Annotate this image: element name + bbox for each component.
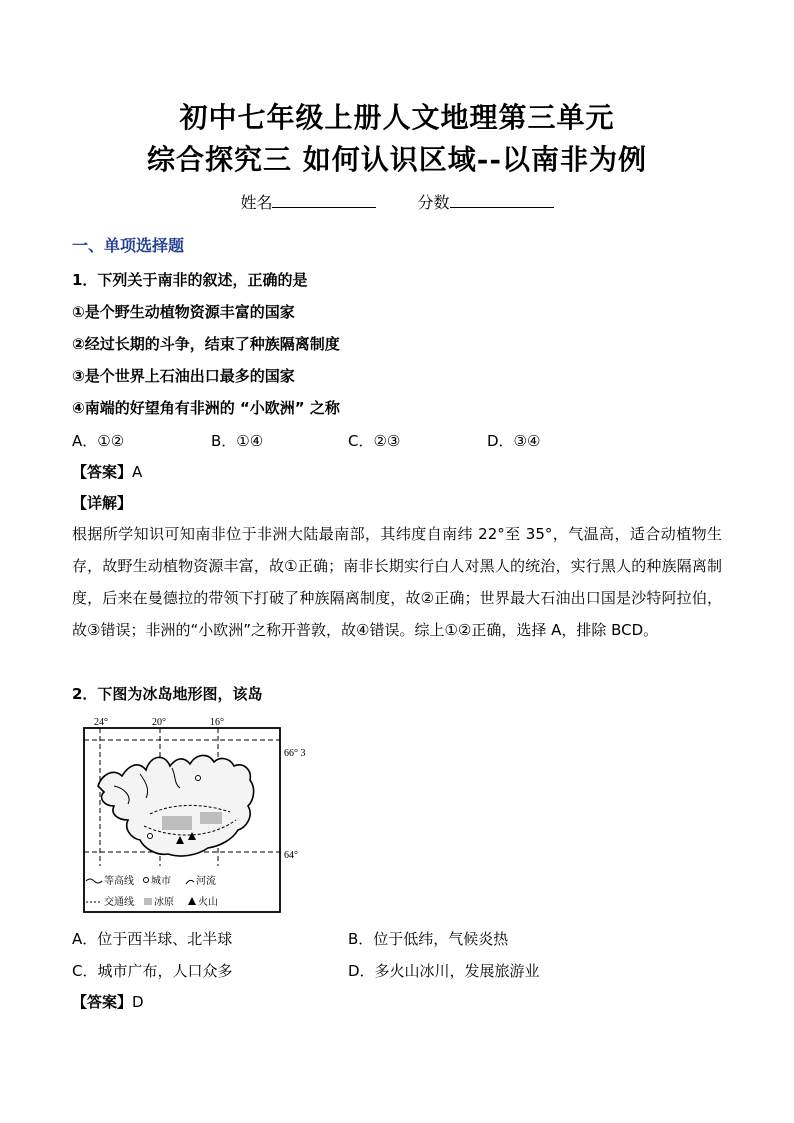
q2-answer: [72, 992, 144, 1012]
legend-contour-symbol: [86, 879, 102, 883]
name-label: 姓名: [240, 193, 273, 212]
q2-answer-value: D: [132, 993, 144, 1011]
legend-volcano: 火山: [198, 897, 218, 908]
legend-volcano-symbol: [188, 897, 196, 905]
ice-field-2: [200, 812, 222, 824]
q1-item-1: ①是个野生动植物资源丰富的国家: [72, 303, 295, 321]
q1-option-d[interactable]: D．③④: [487, 432, 541, 450]
iceland-map: [80, 716, 320, 916]
lat-label-64: 64°: [284, 850, 298, 861]
q2-option-a[interactable]: A．位于西半球、北半球: [72, 930, 233, 948]
legend-contour: 等高线: [104, 876, 134, 887]
q1-option-a[interactable]: A．①②: [72, 432, 125, 450]
title-line-1: 初中七年级上册人文地理第三单元: [179, 101, 615, 134]
q1-option-c[interactable]: C．②③: [348, 432, 401, 450]
q2-option-b[interactable]: B．位于低纬，气候炎热: [348, 930, 509, 948]
q1-detail-label: 【详解】: [72, 494, 133, 512]
lon-label-20: 20°: [152, 717, 166, 728]
legend-ice: 冰原: [154, 897, 174, 908]
score-label: 分数: [417, 193, 450, 212]
ice-field-1: [162, 816, 192, 830]
legend-ice-symbol: [144, 898, 152, 905]
q2-stem: 2．下图为冰岛地形图，该岛: [72, 685, 263, 703]
name-score-bar: [0, 190, 794, 213]
q1-item-3: ③是个世界上石油出口最多的国家: [72, 367, 295, 385]
q1-answer-label: 【答案】: [72, 463, 133, 481]
city-2: [196, 776, 201, 781]
q1-stem: 1．下列关于南非的叙述，正确的是: [72, 271, 308, 289]
q2-answer-label: 【答案】: [72, 993, 133, 1011]
name-blank[interactable]: [272, 193, 376, 208]
legend-road: 交通线: [104, 897, 134, 908]
score-blank[interactable]: [450, 193, 554, 208]
lon-label-24: 24°: [94, 717, 108, 728]
q1-item-2: ②经过长期的斗争，结束了种族隔离制度: [72, 335, 340, 353]
legend-city: 城市: [151, 876, 171, 887]
title-line-2: 综合探究三 如何认识区域--以南非为例: [147, 143, 647, 176]
lat-label-66: 66° 3: [284, 748, 306, 759]
lon-label-16: 16°: [210, 717, 224, 728]
island-outline: [98, 755, 254, 856]
section-heading: 一、单项选择题: [72, 236, 185, 255]
legend-city-symbol: [144, 878, 149, 883]
legend-river: 河流: [196, 876, 216, 887]
q1-answer: [72, 462, 142, 482]
q1-item-4: ④南端的好望角有非洲的 “小欧洲” 之称: [72, 399, 340, 417]
legend-river-symbol: [186, 880, 194, 884]
q1-detail-text: 根据所学知识可知南非位于非洲大陆最南部，其纬度自南纬 22°至 35°，气温高，适合动植物生存，故野生动植物资源丰富，故①正确；南非长期实行白人对黑人的统治，实行黑人的种族隔离制度，后来在曼德拉的带领下打破了种族隔离制度，故②正确；世界最大石油出口国是沙特阿拉伯，故③错误；非洲的“小欧洲”之称开普敦，故④错误。综上①②正确，选择 A，排除 BCD。: [72, 525, 722, 639]
q1-answer-value: A: [132, 463, 143, 481]
q1-option-b[interactable]: B．①④: [211, 432, 264, 450]
q2-option-d[interactable]: D．多火山冰川，发展旅游业: [348, 962, 540, 980]
city-1: [148, 834, 153, 839]
q2-option-c[interactable]: C．城市广布，人口众多: [72, 962, 233, 980]
